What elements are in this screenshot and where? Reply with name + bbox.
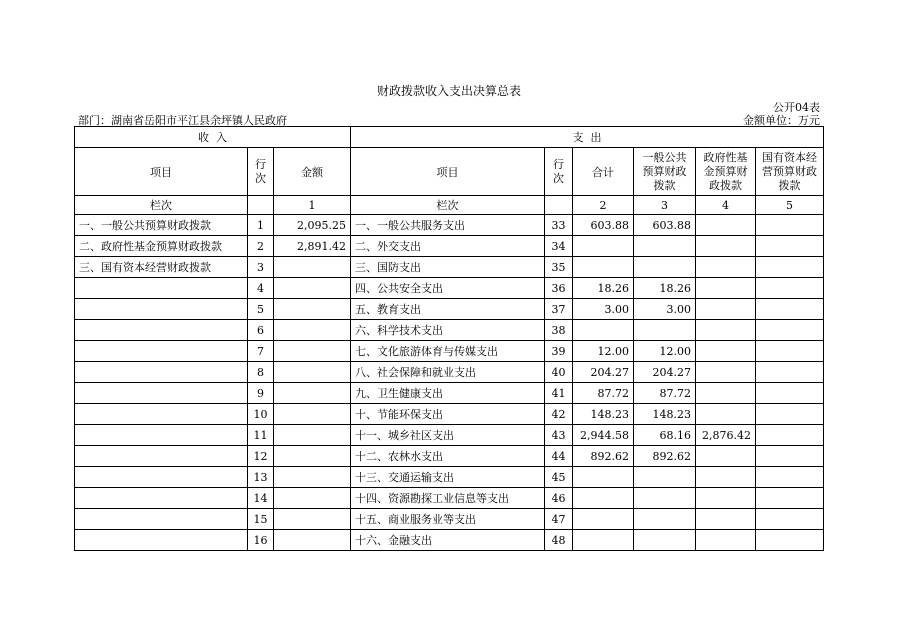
income-line-cell: 8 bbox=[248, 362, 274, 383]
expense-item-cell: 九、卫生健康支出 bbox=[351, 383, 545, 404]
income-item-cell bbox=[75, 320, 248, 341]
income-line-cell: 9 bbox=[248, 383, 274, 404]
index-cell bbox=[248, 196, 274, 215]
income-item-cell bbox=[75, 341, 248, 362]
expense-line-cell: 48 bbox=[545, 530, 573, 551]
total-cell: 892.62 bbox=[573, 446, 634, 467]
income-line-cell: 11 bbox=[248, 425, 274, 446]
government-fund-cell bbox=[696, 509, 756, 530]
government-fund-cell: 2,876.42 bbox=[696, 425, 756, 446]
expense-line-cell: 43 bbox=[545, 425, 573, 446]
expense-line-cell: 40 bbox=[545, 362, 573, 383]
general-budget-cell: 87.72 bbox=[634, 383, 696, 404]
government-fund-cell bbox=[696, 530, 756, 551]
income-line-cell: 13 bbox=[248, 467, 274, 488]
government-fund-cell bbox=[696, 215, 756, 236]
expense-item-cell: 八、社会保障和就业支出 bbox=[351, 362, 545, 383]
state-capital-cell bbox=[756, 278, 824, 299]
index-cell: 1 bbox=[274, 196, 351, 215]
state-capital-cell bbox=[756, 236, 824, 257]
income-item-cell bbox=[75, 299, 248, 320]
income-line-cell: 5 bbox=[248, 299, 274, 320]
expense-line-cell: 34 bbox=[545, 236, 573, 257]
table-row bbox=[75, 404, 824, 425]
general-budget-cell bbox=[634, 509, 696, 530]
state-capital-cell bbox=[756, 215, 824, 236]
expense-item-cell: 十二、农林水支出 bbox=[351, 446, 545, 467]
income-line-cell: 7 bbox=[248, 341, 274, 362]
income-amount-cell bbox=[274, 446, 351, 467]
general-budget-cell: 68.16 bbox=[634, 425, 696, 446]
government-fund-cell bbox=[696, 278, 756, 299]
income-line-cell: 15 bbox=[248, 509, 274, 530]
expense-item-cell: 十、节能环保支出 bbox=[351, 404, 545, 425]
amount-unit-label: 金额单位：万元 bbox=[743, 114, 820, 127]
form-number: 公开04表 bbox=[773, 101, 820, 114]
total-cell: 2,944.58 bbox=[573, 425, 634, 446]
income-line-cell: 14 bbox=[248, 488, 274, 509]
general-budget-cell bbox=[634, 236, 696, 257]
table-row bbox=[75, 467, 824, 488]
expense-line-cell: 42 bbox=[545, 404, 573, 425]
general-budget-cell: 204.27 bbox=[634, 362, 696, 383]
income-amount-cell bbox=[274, 320, 351, 341]
government-fund-cell bbox=[696, 362, 756, 383]
income-amount-cell bbox=[274, 383, 351, 404]
income-item-cell bbox=[75, 467, 248, 488]
expense-item-cell: 二、外交支出 bbox=[351, 236, 545, 257]
income-item-cell: 一、一般公共预算财政拨款 bbox=[75, 215, 248, 236]
expense-line-cell: 36 bbox=[545, 278, 573, 299]
expense-line-cell: 44 bbox=[545, 446, 573, 467]
state-capital-cell bbox=[756, 257, 824, 278]
index-cell: 5 bbox=[756, 196, 824, 215]
government-fund-cell bbox=[696, 257, 756, 278]
income-item-cell bbox=[75, 530, 248, 551]
state-capital-cell bbox=[756, 488, 824, 509]
general-budget-cell: 3.00 bbox=[634, 299, 696, 320]
general-budget-cell: 12.00 bbox=[634, 341, 696, 362]
income-line-cell: 1 bbox=[248, 215, 274, 236]
income-amount-cell: 2,095.25 bbox=[274, 215, 351, 236]
expense-section-header: 支 出 bbox=[351, 127, 824, 148]
expense-item-cell: 三、国防支出 bbox=[351, 257, 545, 278]
state-capital-cell bbox=[756, 509, 824, 530]
government-fund-cell bbox=[696, 488, 756, 509]
total-cell bbox=[573, 530, 634, 551]
total-cell: 3.00 bbox=[573, 299, 634, 320]
expense-line-cell: 38 bbox=[545, 320, 573, 341]
income-item-cell bbox=[75, 488, 248, 509]
income-item-cell bbox=[75, 509, 248, 530]
general-budget-cell: 18.26 bbox=[634, 278, 696, 299]
total-cell: 603.88 bbox=[573, 215, 634, 236]
total-cell: 12.00 bbox=[573, 341, 634, 362]
income-item-cell bbox=[75, 425, 248, 446]
state-capital-cell bbox=[756, 341, 824, 362]
income-line-cell: 12 bbox=[248, 446, 274, 467]
income-amount-cell bbox=[274, 530, 351, 551]
income-line-cell: 3 bbox=[248, 257, 274, 278]
expense-line-cell: 39 bbox=[545, 341, 573, 362]
income-item-cell: 三、国有资本经营财政拨款 bbox=[75, 257, 248, 278]
total-cell bbox=[573, 257, 634, 278]
state-capital-cell bbox=[756, 425, 824, 446]
government-fund-header: 政府性基金预算财政拨款 bbox=[696, 148, 756, 196]
general-budget-cell: 148.23 bbox=[634, 404, 696, 425]
total-cell: 204.27 bbox=[573, 362, 634, 383]
income-line-cell: 6 bbox=[248, 320, 274, 341]
income-amount-cell bbox=[274, 467, 351, 488]
income-line-cell: 10 bbox=[248, 404, 274, 425]
expense-item-cell: 一、一般公共服务支出 bbox=[351, 215, 545, 236]
index-cell: 3 bbox=[634, 196, 696, 215]
income-amount-header: 金额 bbox=[274, 148, 351, 196]
expense-item-cell: 六、科学技术支出 bbox=[351, 320, 545, 341]
government-fund-cell bbox=[696, 299, 756, 320]
department-label: 部门：湖南省岳阳市平江县余坪镇人民政府 bbox=[78, 114, 287, 127]
index-cell: 栏次 bbox=[351, 196, 545, 215]
general-budget-cell bbox=[634, 467, 696, 488]
income-line-cell: 4 bbox=[248, 278, 274, 299]
income-item-cell bbox=[75, 278, 248, 299]
expense-item-cell: 五、教育支出 bbox=[351, 299, 545, 320]
index-cell: 2 bbox=[573, 196, 634, 215]
income-amount-cell bbox=[274, 278, 351, 299]
total-cell bbox=[573, 467, 634, 488]
expense-item-cell: 十四、资源勘探工业信息等支出 bbox=[351, 488, 545, 509]
government-fund-cell bbox=[696, 383, 756, 404]
table-row bbox=[75, 425, 824, 446]
state-capital-header: 国有资本经营预算财政拨款 bbox=[756, 148, 824, 196]
table-row bbox=[75, 215, 824, 236]
total-cell: 18.26 bbox=[573, 278, 634, 299]
index-cell bbox=[545, 196, 573, 215]
expense-line-cell: 33 bbox=[545, 215, 573, 236]
general-budget-cell bbox=[634, 257, 696, 278]
state-capital-cell bbox=[756, 299, 824, 320]
report-table bbox=[74, 126, 824, 551]
total-cell: 87.72 bbox=[573, 383, 634, 404]
income-item-cell: 二、政府性基金预算财政拨款 bbox=[75, 236, 248, 257]
state-capital-cell bbox=[756, 467, 824, 488]
general-budget-cell bbox=[634, 488, 696, 509]
expense-item-cell: 十五、商业服务业等支出 bbox=[351, 509, 545, 530]
table-row bbox=[75, 299, 824, 320]
state-capital-cell bbox=[756, 530, 824, 551]
table-row bbox=[75, 320, 824, 341]
government-fund-cell bbox=[696, 467, 756, 488]
total-cell bbox=[573, 320, 634, 341]
state-capital-cell bbox=[756, 446, 824, 467]
income-amount-cell bbox=[274, 257, 351, 278]
income-item-cell bbox=[75, 362, 248, 383]
total-cell bbox=[573, 488, 634, 509]
table-row bbox=[75, 446, 824, 467]
expense-item-cell: 七、文化旅游体育与传媒支出 bbox=[351, 341, 545, 362]
income-section-header: 收 入 bbox=[75, 127, 351, 148]
general-budget-cell: 892.62 bbox=[634, 446, 696, 467]
income-item-cell bbox=[75, 404, 248, 425]
income-amount-cell: 2,891.42 bbox=[274, 236, 351, 257]
income-amount-cell bbox=[274, 362, 351, 383]
state-capital-cell bbox=[756, 362, 824, 383]
general-budget-cell: 603.88 bbox=[634, 215, 696, 236]
income-line-cell: 16 bbox=[248, 530, 274, 551]
income-item-header: 项目 bbox=[75, 148, 248, 196]
expense-line-header: 行次 bbox=[545, 148, 573, 196]
index-cell: 4 bbox=[696, 196, 756, 215]
government-fund-cell bbox=[696, 446, 756, 467]
expense-item-cell: 四、公共安全支出 bbox=[351, 278, 545, 299]
income-amount-cell bbox=[274, 488, 351, 509]
state-capital-cell bbox=[756, 404, 824, 425]
state-capital-cell bbox=[756, 320, 824, 341]
expense-line-cell: 46 bbox=[545, 488, 573, 509]
total-header: 合计 bbox=[573, 148, 634, 196]
total-cell bbox=[573, 509, 634, 530]
government-fund-cell bbox=[696, 404, 756, 425]
income-line-header: 行次 bbox=[248, 148, 274, 196]
government-fund-cell bbox=[696, 320, 756, 341]
table-row bbox=[75, 236, 824, 257]
government-fund-cell bbox=[696, 341, 756, 362]
general-budget-cell bbox=[634, 320, 696, 341]
income-amount-cell bbox=[274, 341, 351, 362]
expense-item-cell: 十一、城乡社区支出 bbox=[351, 425, 545, 446]
expense-item-cell: 十三、交通运输支出 bbox=[351, 467, 545, 488]
table-row bbox=[75, 488, 824, 509]
table-row bbox=[75, 341, 824, 362]
table-row bbox=[75, 383, 824, 404]
table-row bbox=[75, 530, 824, 551]
income-amount-cell bbox=[274, 425, 351, 446]
total-cell: 148.23 bbox=[573, 404, 634, 425]
table-row bbox=[75, 257, 824, 278]
total-cell bbox=[573, 236, 634, 257]
general-budget-cell bbox=[634, 530, 696, 551]
state-capital-cell bbox=[756, 383, 824, 404]
income-item-cell bbox=[75, 446, 248, 467]
expense-line-cell: 47 bbox=[545, 509, 573, 530]
table-row bbox=[75, 509, 824, 530]
income-line-cell: 2 bbox=[248, 236, 274, 257]
expense-line-cell: 35 bbox=[545, 257, 573, 278]
expense-item-header: 项目 bbox=[351, 148, 545, 196]
column-index-row bbox=[75, 196, 824, 215]
income-amount-cell bbox=[274, 509, 351, 530]
expense-item-cell: 十六、金融支出 bbox=[351, 530, 545, 551]
table-row bbox=[75, 278, 824, 299]
expense-line-cell: 41 bbox=[545, 383, 573, 404]
income-amount-cell bbox=[274, 299, 351, 320]
table-row bbox=[75, 362, 824, 383]
general-budget-header: 一般公共预算财政拨款 bbox=[634, 148, 696, 196]
income-amount-cell bbox=[274, 404, 351, 425]
expense-line-cell: 45 bbox=[545, 467, 573, 488]
income-item-cell bbox=[75, 383, 248, 404]
expense-line-cell: 37 bbox=[545, 299, 573, 320]
index-cell: 栏次 bbox=[75, 196, 248, 215]
government-fund-cell bbox=[696, 236, 756, 257]
report-title: 财政拨款收入支出决算总表 bbox=[376, 84, 521, 98]
